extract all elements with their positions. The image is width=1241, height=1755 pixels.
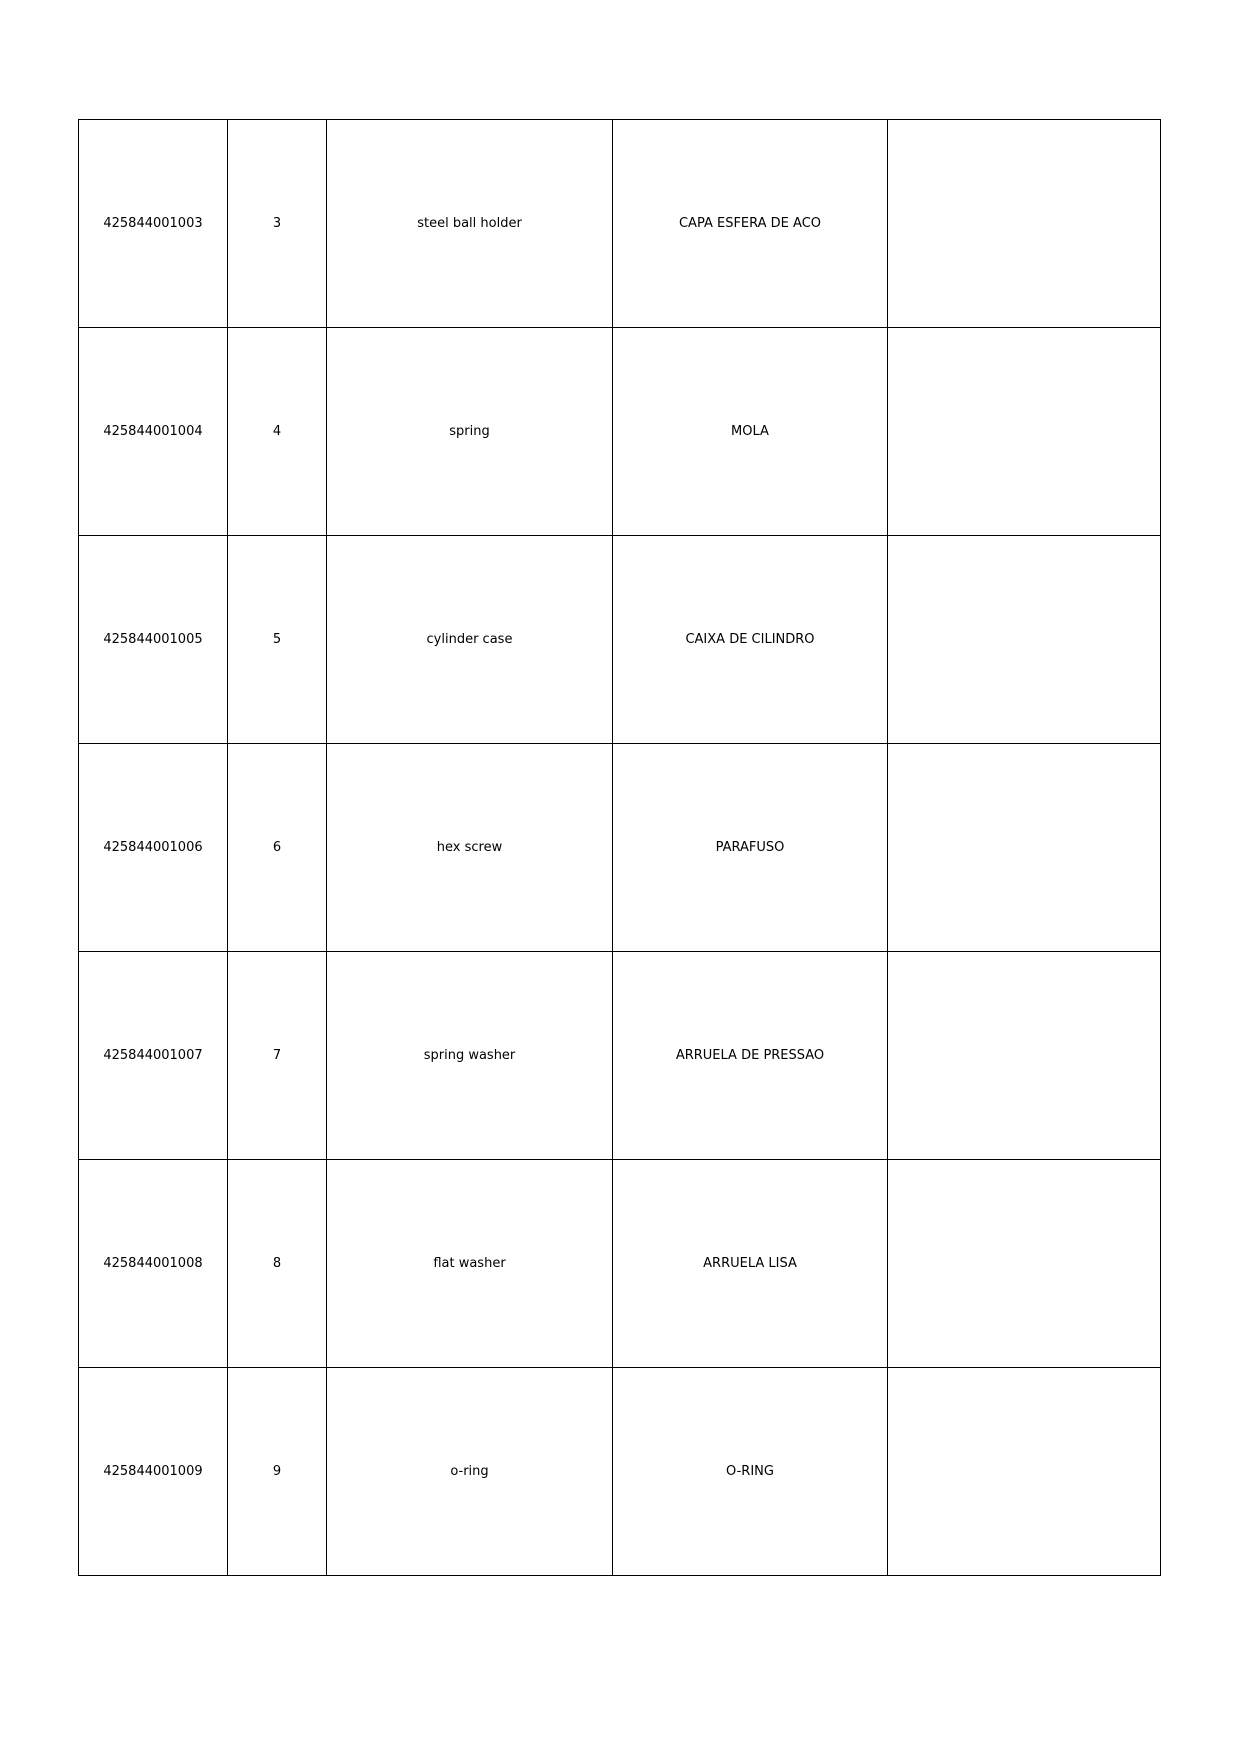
description-pt-cell: ARRUELA DE PRESSAO bbox=[613, 952, 888, 1160]
notes-cell bbox=[888, 1368, 1161, 1576]
notes-cell bbox=[888, 1160, 1161, 1368]
part-code-cell: 425844001008 bbox=[79, 1160, 228, 1368]
item-number-cell: 4 bbox=[228, 328, 327, 536]
table-row bbox=[79, 952, 1161, 1160]
description-en-cell: flat washer bbox=[327, 1160, 613, 1368]
item-number-cell: 6 bbox=[228, 744, 327, 952]
item-number-cell: 5 bbox=[228, 536, 327, 744]
description-pt-cell: CAPA ESFERA DE ACO bbox=[613, 120, 888, 328]
notes-cell bbox=[888, 952, 1161, 1160]
item-number-cell: 7 bbox=[228, 952, 327, 1160]
notes-cell bbox=[888, 120, 1161, 328]
description-pt-cell: O-RING bbox=[613, 1368, 888, 1576]
part-code-cell: 425844001005 bbox=[79, 536, 228, 744]
part-code-cell: 425844001007 bbox=[79, 952, 228, 1160]
description-pt-cell: CAIXA DE CILINDRO bbox=[613, 536, 888, 744]
table-row bbox=[79, 536, 1161, 744]
description-en-cell: spring washer bbox=[327, 952, 613, 1160]
description-en-cell: cylinder case bbox=[327, 536, 613, 744]
notes-cell bbox=[888, 328, 1161, 536]
item-number-cell: 9 bbox=[228, 1368, 327, 1576]
table-row bbox=[79, 120, 1161, 328]
notes-cell bbox=[888, 744, 1161, 952]
table-row bbox=[79, 328, 1161, 536]
notes-cell bbox=[888, 536, 1161, 744]
description-en-cell: hex screw bbox=[327, 744, 613, 952]
parts-table bbox=[78, 119, 1161, 1576]
part-code-cell: 425844001004 bbox=[79, 328, 228, 536]
table-row bbox=[79, 1368, 1161, 1576]
description-pt-cell: MOLA bbox=[613, 328, 888, 536]
table-row bbox=[79, 744, 1161, 952]
part-code-cell: 425844001003 bbox=[79, 120, 228, 328]
part-code-cell: 425844001006 bbox=[79, 744, 228, 952]
description-en-cell: spring bbox=[327, 328, 613, 536]
description-en-cell: o-ring bbox=[327, 1368, 613, 1576]
description-pt-cell: ARRUELA LISA bbox=[613, 1160, 888, 1368]
item-number-cell: 3 bbox=[228, 120, 327, 328]
table-row bbox=[79, 1160, 1161, 1368]
description-en-cell: steel ball holder bbox=[327, 120, 613, 328]
description-pt-cell: PARAFUSO bbox=[613, 744, 888, 952]
part-code-cell: 425844001009 bbox=[79, 1368, 228, 1576]
item-number-cell: 8 bbox=[228, 1160, 327, 1368]
